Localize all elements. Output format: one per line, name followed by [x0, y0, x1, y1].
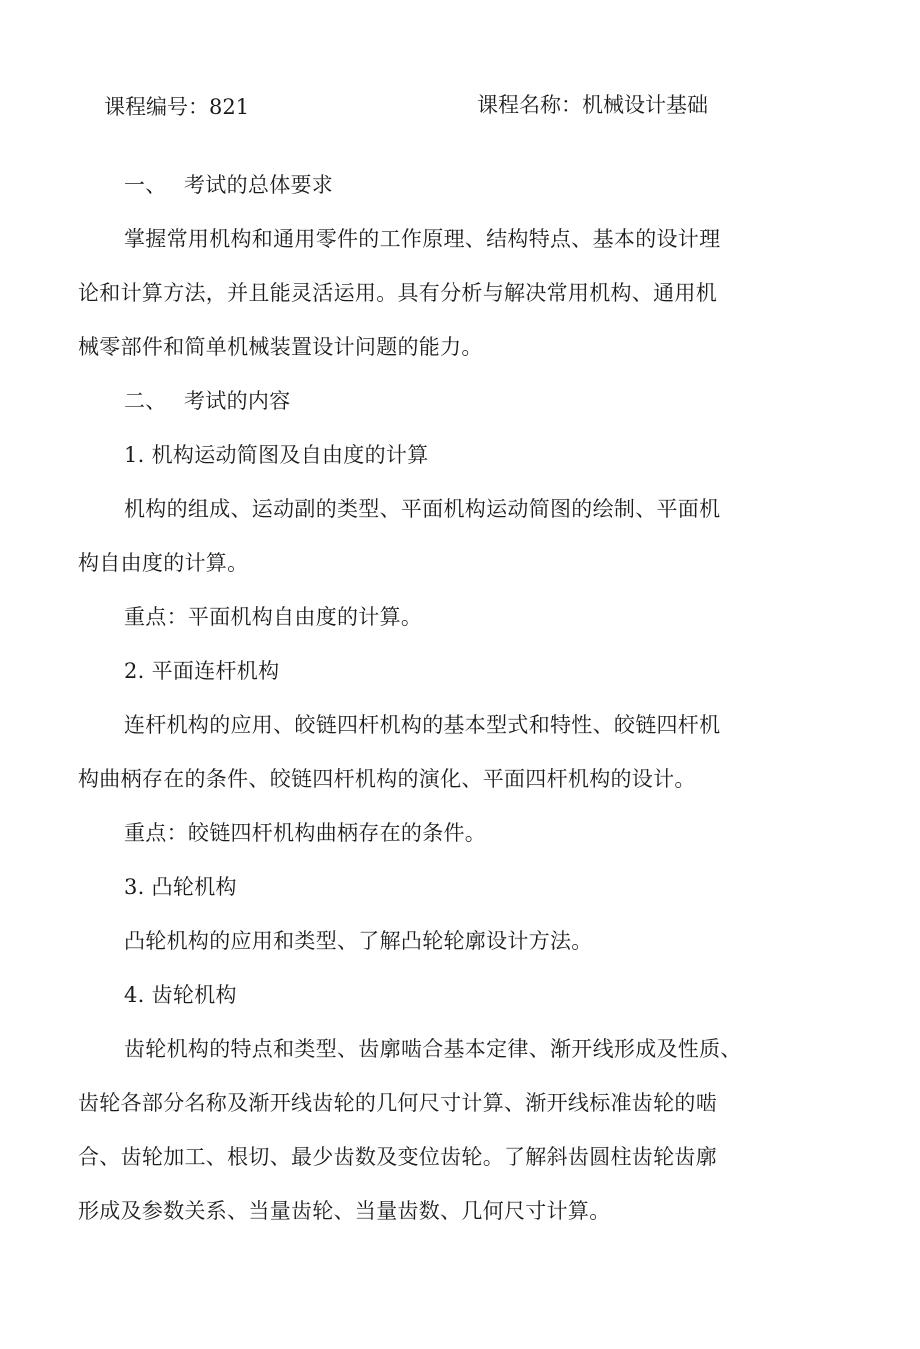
- topic-heading: 1. 机构运动简图及自由度的计算: [124, 443, 429, 467]
- section-title: 考试的总体要求: [184, 173, 334, 197]
- section-number: 二、: [124, 389, 167, 413]
- key-point: 重点：皎链四杆机构曲柄存在的条件。: [124, 821, 487, 845]
- paragraph-line: 掌握常用机构和通用零件的工作原理、结构特点、基本的设计理: [124, 227, 721, 251]
- topic-heading: 3. 凸轮机构: [124, 875, 237, 899]
- section-heading-1: [78, 170, 768, 224]
- topic-heading: 2. 平面连杆机构: [124, 659, 280, 683]
- section-number: 一、: [124, 173, 167, 197]
- paragraph-line: 凸轮机构的应用和类型、了解凸轮轮廓设计方法。: [124, 929, 593, 953]
- paragraph-line: 形成及参数关系、当量齿轮、当量齿数、几何尺寸计算。: [78, 1199, 611, 1223]
- key-point: 重点：平面机构自由度的计算。: [124, 605, 423, 629]
- paragraph-line: 齿轮机构的特点和类型、齿廓啮合基本定律、渐开线形成及性质、: [124, 1037, 742, 1061]
- course-number: 课程编号：821: [104, 95, 250, 119]
- paragraph-line: 论和计算方法，并且能灵活运用。具有分析与解决常用机构、通用机: [78, 281, 717, 305]
- paragraph-line: 构曲柄存在的条件、皎链四杆机构的演化、平面四杆机构的设计。: [78, 767, 696, 791]
- course-name: 课程名称：机械设计基础: [477, 93, 708, 117]
- section-title: 考试的内容: [184, 389, 291, 413]
- paragraph-line: 构自由度的计算。: [78, 551, 249, 575]
- paragraph-line: 机构的组成、运动副的类型、平面机构运动简图的绘制、平面机: [124, 497, 721, 521]
- paragraph-line: 齿轮各部分名称及渐开线齿轮的几何尺寸计算、渐开线标准齿轮的啮: [78, 1091, 717, 1115]
- document-body: [78, 170, 768, 1250]
- paragraph-line: 合、齿轮加工、根切、最少齿数及变位齿轮。了解斜齿圆柱齿轮齿廓: [78, 1145, 717, 1169]
- paragraph-line: 连杆机构的应用、皎链四杆机构的基本型式和特性、皎链四杆机: [124, 713, 721, 737]
- section-heading-2: [78, 386, 768, 440]
- topic-heading: 4. 齿轮机构: [124, 983, 237, 1007]
- paragraph-line: 械零部件和简单机械装置设计问题的能力。: [78, 335, 483, 359]
